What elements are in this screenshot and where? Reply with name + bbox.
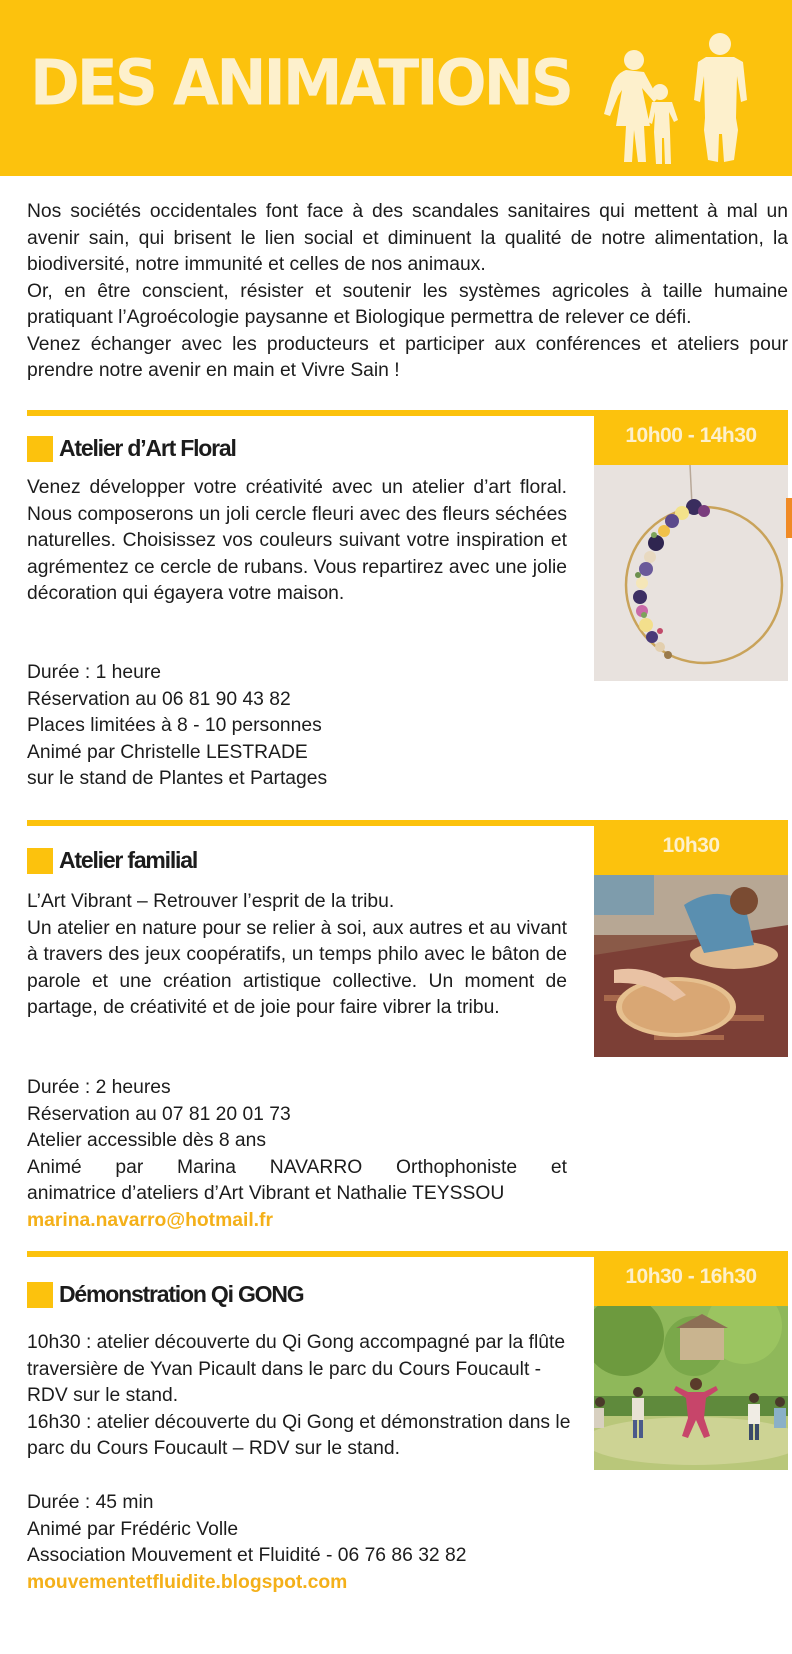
info-line: Animé par Christelle LESTRADE — [27, 741, 308, 763]
qi-gong-park-photo — [594, 1306, 788, 1470]
section-heading — [27, 847, 197, 874]
description-paragraph: L’Art Vibrant – Retrouver l’esprit de la tribu. — [27, 891, 395, 912]
intro-paragraph-2: Or, en être conscient, résister et soutenir les systèmes agricoles à taille humaine pratiquant l’Agroécologie paysanne et Biologique permettra de relever ce défi. — [27, 280, 788, 328]
description-paragraph: Venez développer votre créativité avec un atelier d’art floral. Nous composerons un joli cercle fleuri avec des fleurs séchées naturelles. Choisissez vos couleurs suivant votre inspiration et agrémentez ce cercle de rubans. Vous repartirez avec une jolie décoration qui égayera votre maison. — [27, 477, 567, 604]
bullet-square-icon — [27, 1282, 53, 1308]
info-line: Réservation au 06 81 90 43 82 — [27, 688, 291, 710]
info-line: Animé par Frédéric Volle — [27, 1518, 239, 1540]
section-info — [27, 1075, 567, 1234]
intro-paragraph-3: Venez échanger avec les producteurs et participer aux conférences et ateliers pour prendre notre avenir en main et Vivre Sain ! — [27, 333, 788, 381]
info-line: Animé par Marina NAVARRO Orthophoniste et — [27, 1156, 567, 1178]
info-line: Durée : 2 heures — [27, 1077, 171, 1098]
info-line: animatrice d’ateliers d’Art Vibrant et Nathalie TEYSSOU — [27, 1183, 505, 1204]
page-title: DES ANIMATIONS — [30, 46, 572, 121]
website-link[interactable]: mouvementetfluidite.blogspot.com — [27, 1571, 348, 1593]
section-info — [27, 660, 567, 793]
info-line: sur le stand de Plantes et Partages — [27, 768, 328, 789]
page-header — [0, 0, 792, 176]
info-line: Association Mouvement et Fluidité - 06 76 86 32 82 — [27, 1545, 467, 1566]
intro-paragraph-1: Nos sociétés occidentales font face à des scandales sanitaires qui mettent à mal un avenir sain, qui brisent le lien social et diminuent la qualité de notre alimentation, la biodiversité, notre immunité et celles de nos animaux. — [27, 201, 788, 275]
section-description — [27, 889, 567, 1022]
description-paragraph: Un atelier en nature pour se relier à soi, aux autres et au vivant à travers des jeux coopératifs, un temps philo avec le bâton de parole et une création artistique collective. Un moment de partage, de créativité et de joie pour faire vibrer la tribu. — [27, 917, 567, 1018]
info-line: Durée : 45 min — [27, 1492, 154, 1513]
section-heading — [27, 1281, 303, 1308]
description-paragraph: 16h30 : atelier découverte du Qi Gong et démonstration dans le parc du Cours Foucault – RDV sur le stand. — [27, 1411, 571, 1459]
info-line: Atelier accessible dès 8 ans — [27, 1130, 267, 1151]
info-line: Durée : 1 heure — [27, 662, 161, 683]
side-tab-marker — [786, 498, 792, 538]
bullet-square-icon — [27, 848, 53, 874]
section-title: Démonstration Qi GONG — [59, 1281, 304, 1307]
floral-wreath-photo — [594, 465, 788, 681]
info-line: Réservation au 07 81 20 01 73 — [27, 1103, 291, 1125]
info-line: Places limitées à 8 - 10 personnes — [27, 715, 322, 736]
section-heading — [27, 435, 236, 462]
bullet-square-icon — [27, 436, 53, 462]
family-workshop-photo — [594, 875, 788, 1057]
section-description — [27, 1330, 577, 1463]
family-silhouette-icon — [602, 30, 762, 170]
section-description — [27, 475, 567, 608]
section-info — [27, 1490, 587, 1596]
time-badge: 10h30 - 16h30 — [594, 1252, 788, 1306]
section-title: Atelier familial — [59, 847, 198, 873]
intro-text — [27, 199, 788, 385]
time-badge: 10h00 - 14h30 — [594, 411, 788, 465]
section-title: Atelier d’Art Floral — [59, 435, 236, 461]
description-paragraph: 10h30 : atelier découverte du Qi Gong accompagné par la flûte traversière de Yvan Picault dans le parc du Cours Foucault - RDV sur le stand. — [27, 1332, 566, 1406]
email-link[interactable]: marina.navarro@hotmail.fr — [27, 1209, 273, 1231]
time-badge: 10h30 — [594, 821, 788, 875]
